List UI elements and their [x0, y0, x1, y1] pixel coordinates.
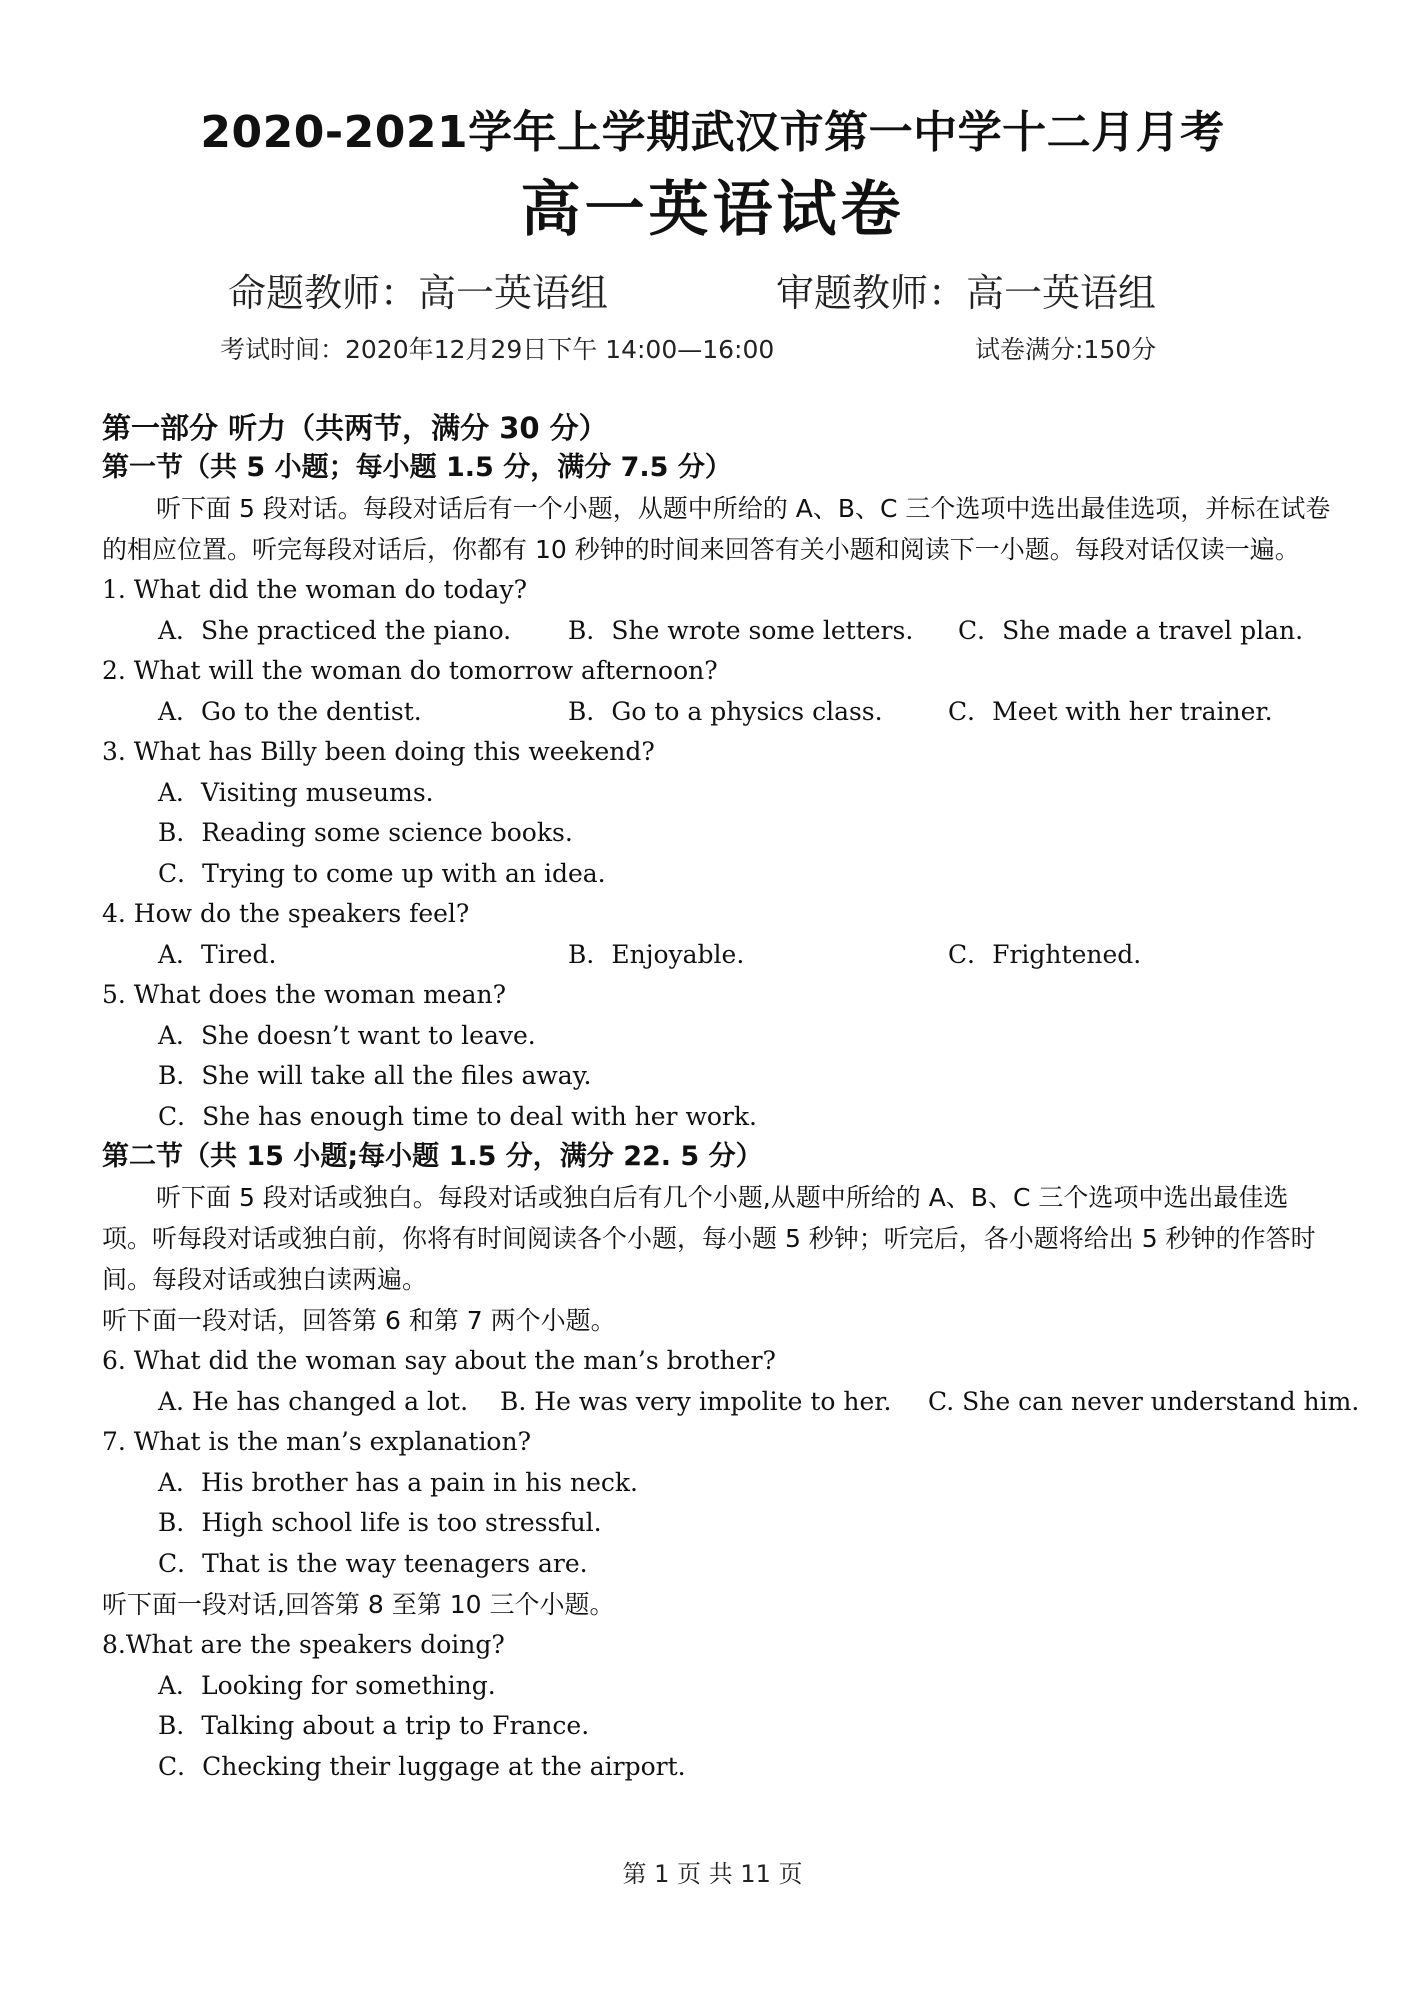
option-a: A．Visiting museums. [158, 777, 434, 807]
option-c: C．She made a travel plan. [958, 615, 1304, 645]
option-row [102, 611, 1337, 652]
option-row [102, 1382, 1360, 1423]
option-a: A. He has changed a lot. [158, 1386, 469, 1416]
exam-content [102, 408, 1360, 1787]
question-stem: 7. What is the man’s explanation? [102, 1427, 531, 1456]
option-c: C．Meet with her trainer. [948, 696, 1273, 726]
option-c: C．Frightened. [948, 939, 1142, 969]
exam-title: 2020-2021学年上学期武汉市第一中学十二月月考 [200, 107, 1225, 158]
option-c: C. She can never understand him. [928, 1386, 1360, 1416]
option-b: B．She will take all the files away. [158, 1061, 592, 1090]
option-a: A．She practiced the piano. [158, 615, 512, 645]
exam-subtitle: 高一英语试卷 [520, 175, 905, 245]
section-instructions: 听下面 5 段对话。每段对话后有一个小题，从题中所给的 A、B、C 三个选项中选出最佳选项，并标在试卷的相应位置。听完每段对话后，你都有 10 秒钟的时间来回答有关小题和阅读下一小题。每段对话仅读一遍。 [102, 494, 1331, 564]
question-stem: 3. What has Billy been doing this weekend? [102, 737, 655, 766]
option-row [102, 935, 1337, 976]
option-a: A．Looking for something. [158, 1670, 496, 1700]
option-b: B．Go to a physics class. [568, 696, 883, 726]
question-stem: 1. What did the woman do today? [102, 575, 527, 604]
option-a: A．She doesn’t want to leave. [158, 1020, 536, 1050]
page-number: 第 1 页 共 11 页 [622, 1860, 803, 1888]
section-instructions: 听下面 5 段对话或独白。每段对话或独白后有几个小题,从题中所给的 A、B、C 三个选项中选出最佳选项。听每段对话或独白前，你将有时间阅读各个小题，每小题 5 秒钟；听完后，各小题将给出 5 秒钟的作答时间。每段对话或独白读两遍。 [102, 1183, 1316, 1294]
setter-label: 命题教师：高一英语组 [228, 271, 609, 315]
option-b: B．Talking about a trip to France. [158, 1711, 590, 1740]
option-a: A．Tired. [158, 939, 277, 969]
option-b: B. He was very impolite to her. [500, 1386, 892, 1416]
question-stem: 6. What did the woman say about the man’s brother? [102, 1346, 776, 1375]
dialog-intro: 听下面一段对话，回答第 6 和第 7 两个小题。 [102, 1306, 616, 1335]
question-stem: 5. What does the woman mean? [102, 980, 507, 1009]
question-stem: 4. How do the speakers feel? [102, 899, 470, 928]
option-b: B．High school life is too stressful. [158, 1508, 602, 1537]
option-a: A．His brother has a pain in his neck. [158, 1467, 638, 1497]
exam-time: 考试时间：2020年12月29日下午 14:00—16:00 [220, 335, 775, 364]
option-b: B．Enjoyable. [568, 939, 745, 969]
reviewer-label: 审题教师：高一英语组 [776, 271, 1157, 315]
option-b: B．Reading some science books. [158, 818, 573, 847]
full-score: 试卷满分:150分 [975, 335, 1157, 364]
option-c: C．Checking their luggage at the airport. [158, 1751, 686, 1781]
option-a: A．Go to the dentist. [158, 696, 422, 726]
section-title: 第二节（共 15 小题;每小题 1.5 分，满分 22. 5 分） [102, 1141, 763, 1172]
section-title: 第一节（共 5 小题；每小题 1.5 分，满分 7.5 分） [102, 452, 732, 483]
option-c: C．That is the way teenagers are. [158, 1548, 588, 1578]
part-title: 第一部分 听力（共两节，满分 30 分） [102, 411, 608, 445]
option-c: C．Trying to come up with an idea. [158, 858, 606, 888]
option-b: B．She wrote some letters. [568, 615, 914, 645]
question-stem: 8.What are the speakers doing? [102, 1630, 505, 1659]
dialog-intro: 听下面一段对话,回答第 8 至第 10 三个小题。 [102, 1590, 615, 1619]
option-c: C．She has enough time to deal with her work. [158, 1101, 757, 1131]
question-stem: 2. What will the woman do tomorrow afternoon? [102, 656, 718, 685]
option-row [102, 692, 1337, 733]
